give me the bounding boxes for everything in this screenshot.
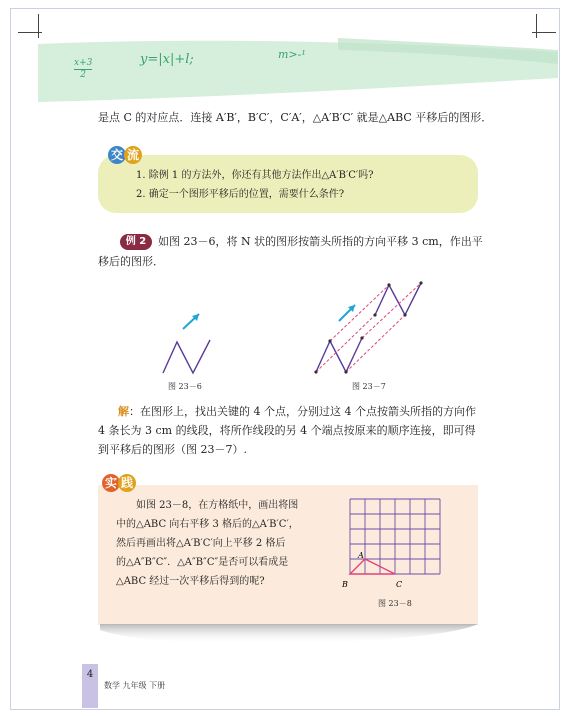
fig6-n-shape: [163, 340, 210, 373]
practice-label: [102, 474, 136, 492]
fig7-point: [403, 313, 406, 316]
header-formula-denominator: 2: [80, 70, 87, 80]
exchange-label-char-1: 交: [108, 146, 126, 164]
solution-line-2: 4 条长为 3 cm 的线段，将所作线段的另 4 个端点按原来的顺序连接，即可得: [98, 424, 476, 437]
exchange-item-1: 1. 除例 1 的方法外，你还有其他方法作出△A′B′C′吗?: [136, 170, 374, 181]
footer-book-title: 数学 九年级 下册: [104, 681, 166, 690]
fig7-point: [344, 370, 347, 373]
fig7-point: [314, 370, 317, 373]
exchange-item-2: 2. 确定一个图形平移后的位置，需要什么条件?: [136, 189, 345, 200]
fig7-translated-n: [375, 283, 421, 315]
solution-line-1: [118, 402, 476, 421]
fig7-translation-4: [362, 283, 421, 338]
fig7-point: [387, 283, 390, 286]
fig7-translation-2: [330, 285, 389, 341]
grid-label-b: B: [342, 580, 348, 589]
grid-label-c: C: [396, 580, 403, 589]
fig7-point: [328, 339, 331, 342]
header-formula-fraction: [74, 58, 92, 81]
practice-line-1: 如图 23－8，在方格纸中，画出将图: [136, 500, 299, 511]
fig7-point: [419, 281, 422, 284]
intro-paragraph: 是点 C 的对应点．连接 A′B′，B′C′，C′A′，△A′B′C′ 就是△ABC 平移后的图形．: [98, 111, 493, 124]
practice-line-5: △ABC 经过一次平移后得到的呢?: [116, 576, 265, 587]
fig6-caption: 图 23－6: [168, 382, 202, 391]
fig7-translation-1: [316, 315, 375, 372]
fig7-translation-3: [346, 315, 405, 372]
practice-line-4: 的△A″B″C″．△A″B″C″是否可以看成是: [116, 557, 289, 568]
practice-shadow: [100, 624, 478, 654]
figure-23-6: [155, 305, 220, 380]
header-formula-abs: y=|x|+l;: [140, 52, 194, 67]
page-number: 4: [86, 669, 94, 680]
header-formula-inequality: m>-¹: [278, 48, 306, 61]
grid-label-a: A: [358, 551, 364, 560]
triangle-abc: [350, 559, 395, 574]
example-text-line-1: 如图 23－6，将 N 状的图形按箭头所指的方向平移 3 cm，作出平: [158, 235, 483, 248]
fig7-point: [360, 336, 363, 339]
solution-label: 解: [118, 405, 129, 418]
practice-line-3: 然后再画出将△A′B′C′向上平移 2 格后: [116, 538, 286, 549]
figure-23-8-grid: [340, 494, 450, 594]
solution-line-3: 到平移后的图形（图 23－7）.: [98, 443, 247, 456]
header-formula-numerator: x+3: [74, 58, 93, 68]
fig7-original-n: [316, 338, 362, 372]
example-text-line-2: 移后的图形．: [98, 255, 164, 268]
exchange-label-char-2: 流: [124, 146, 142, 164]
figure-23-7: [305, 275, 435, 380]
example-badge: 例 2: [120, 234, 152, 250]
crop-mark-top-right-v: [536, 14, 537, 38]
exchange-label: [108, 146, 142, 164]
fig7-point: [373, 313, 376, 316]
practice-label-char-1: 实: [102, 474, 120, 492]
solution-text-1: ：在图形上，找出关键的 4 个点，分别过这 4 个点按箭头所指的方向作: [129, 405, 476, 418]
fig7-caption: 图 23－7: [352, 382, 386, 391]
page-number-tab: [82, 664, 98, 708]
practice-line-2: 中的△ABC 向右平移 3 格后的△A′B′C′，: [116, 519, 299, 530]
practice-label-char-2: 践: [118, 474, 136, 492]
grid-lines: [350, 499, 440, 574]
crop-mark-top-left-v: [38, 14, 39, 38]
fig8-caption: 图 23－8: [378, 599, 412, 608]
